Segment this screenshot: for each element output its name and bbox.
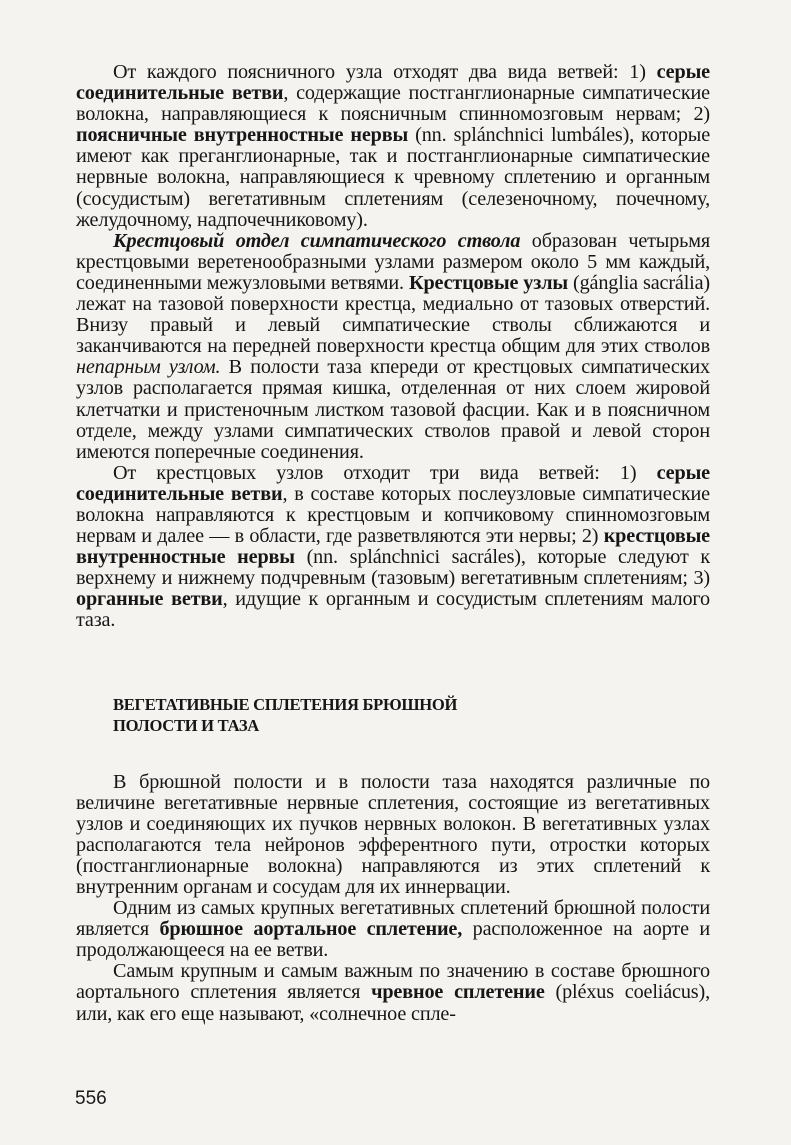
paragraph-plexuses-intro	[76, 772, 710, 899]
bold-italic-term: Крестцовый отдел симпатического ствола	[113, 229, 521, 252]
paragraph-sacral-trunk	[76, 231, 710, 463]
text-run: Одним из самых крупных вегетативных сплетений брюшной полости является	[76, 897, 710, 941]
text-run: образован четырьмя крестцовыми веретенообразными узлами размером около 5 мм каждый, соединенными межузловыми ветвями.	[76, 229, 710, 294]
text-run: расположенное на аорте и продолжающееся на ее ветви.	[76, 918, 711, 962]
bold-term: брюшное аортальное сплетение,	[159, 918, 463, 941]
bold-term: серые соединительные ветви	[76, 461, 710, 505]
text-run: (nn. splánchnici lumbáles), которые имеют как преганглионарные, так и постганглионарные симпатические нервные волокна, направляющиеся к чревному сплетению и органным (сосудистым) вегетативным сплетениям (селезеночному, почечному, желудочному, надпочечниковому).	[76, 124, 710, 231]
bold-term: серые соединительные ветви	[76, 61, 710, 105]
paragraph-aortic-plexus	[76, 898, 710, 961]
paragraph-celiac-plexus	[76, 961, 710, 1024]
text-run: , идущие к органным и сосудистым сплетениям малого таза.	[76, 588, 710, 632]
section-heading-line: ПОЛОСТИ И ТАЗА	[113, 715, 259, 735]
text-run: , содержащие постганглионарные симпатические волокна, направляющиеся к поясничным спинномозговым нервам; 2)	[76, 82, 710, 126]
bold-term: крестцовые внутренностные нервы	[76, 525, 710, 569]
bold-term: органные ветви	[76, 588, 223, 611]
page-number: 556	[75, 1088, 107, 1109]
text-run: Самым крупным и самым важным по значению в составе брюшного аортального сплетения является	[76, 960, 710, 1004]
bold-term: Крестцовые узлы	[408, 271, 568, 294]
text-run: В полости таза кпереди от крестцовых симпатических узлов располагается прямая кишка, отделенная от них слоем жировой клетчатки и пристеночным листком тазовой фасции. Как и в поясничном отделе, между узлами симпатических стволов правой и левой сторон имеются поперечные соединения.	[76, 356, 710, 463]
bold-term: поясничные внутренностные нервы	[76, 124, 409, 147]
text-run: От крестцовых узлов отходит три вида ветвей: 1)	[113, 461, 657, 484]
text-run: (gánglia sacrália) лежат на тазовой поверхности крестца, медиально от тазовых отверстий. Внизу правый и левый симпатические стволы сближаются и заканчиваются на передней поверхности крестца общим для этих стволов	[76, 271, 711, 358]
document-page	[76, 62, 710, 1025]
text-run: В брюшной полости и в полости таза находятся различные по величине вегетативные нервные сплетения, состоящие из вегетативных узлов и соединяющих их пучков нервных волокон. В вегетативных узлах располагаются тела нейронов эфферентного пути, отростки которых (постганглионарные волокна) направляются из этих сплетений к внутренним органам и сосудам для их иннервации.	[76, 770, 710, 898]
text-run: (pléxus coeliácus), или, как его еще называют, «солнечное спле-	[76, 981, 710, 1025]
text-run: От каждого поясничного узла отходят два вида ветвей: 1)	[113, 61, 657, 83]
section-heading-line: ВЕГЕТАТИВНЫЕ СПЛЕТЕНИЯ БРЮШНОЙ	[113, 694, 458, 714]
italic-term: непарным узлом.	[76, 356, 221, 379]
paragraph-lumbar-branches	[76, 62, 710, 231]
text-run: , в составе которых послеузловые симпатические волокна направляются к крестцовым и копчиковому спинномозговым нервам и далее — в области, где разветвляются эти нервы; 2)	[76, 482, 710, 548]
section-heading	[113, 694, 710, 736]
paragraph-sacral-branches	[76, 463, 710, 632]
text-run: (nn. splánchnici sacráles), которые следуют к верхнему и нижнему подчревным (тазовым) вегетативным сплетениям; 3)	[76, 546, 710, 590]
bold-term: чревное сплетение	[371, 981, 545, 1004]
